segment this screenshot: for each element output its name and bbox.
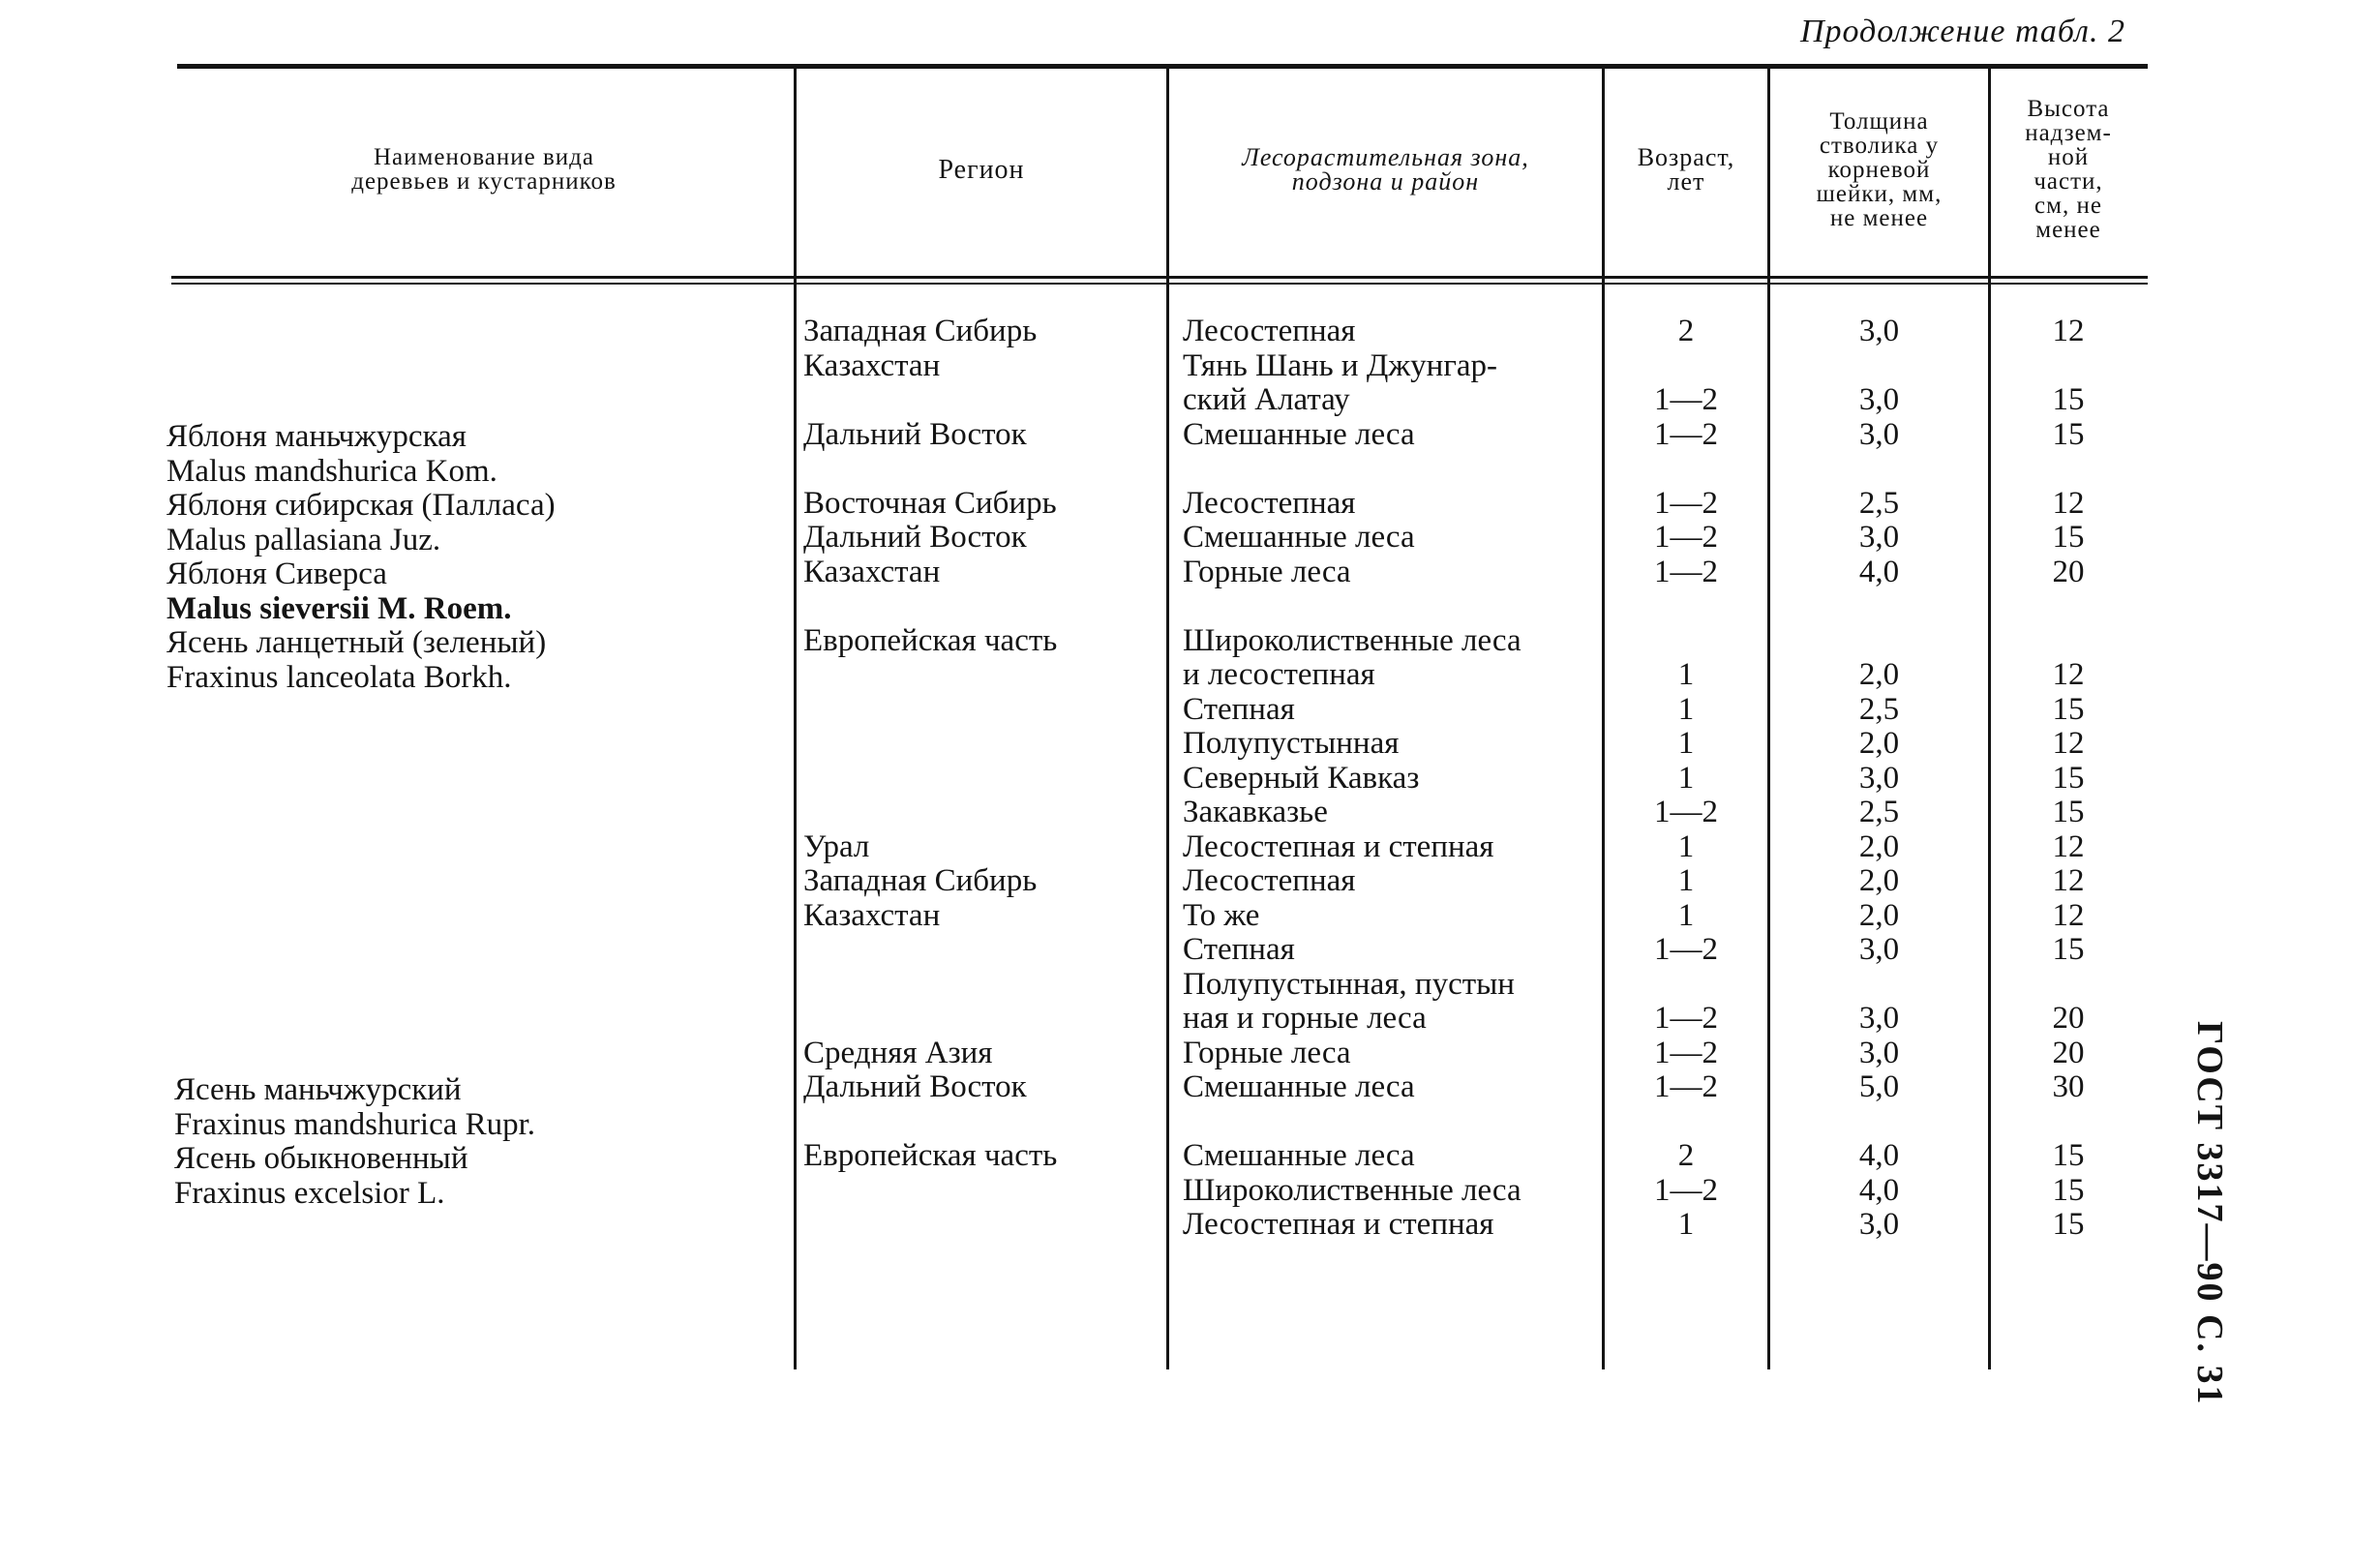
header-height: Высота надзем- ной части, см, не менее [2025,96,2112,243]
thickness-cell: 3,0 [1858,382,1900,417]
thickness-cell: 3,0 [1858,932,1900,967]
region-cell: Дальний Восток [803,416,1027,452]
height-cell: 15 [2052,795,2085,829]
region-cell [803,658,1163,693]
species-latin-name: Malus pallasiana Juz. [166,523,441,557]
thickness-cell: 2,0 [1858,828,1900,864]
height-column [1993,315,2144,1243]
zone-cell: Лесостепная [1183,485,1356,521]
height-cell [1993,968,2144,1003]
region-cell [803,1105,1163,1140]
age-cell: 1—2 [1654,382,1718,417]
thickness-cell: 2,0 [1858,863,1900,898]
region-cell [803,1174,1163,1209]
species-name: Яблоня Сиверса [166,556,387,591]
height-cell [1993,624,2144,659]
age-cell: 1 [1677,863,1695,898]
age-cell [1607,624,1765,659]
height-cell: 15 [2052,520,2085,555]
zone-cell [1183,589,1599,624]
age-cell: 1 [1677,657,1695,692]
height-cell: 20 [2052,554,2085,589]
region-cell: Европейская часть [803,622,1058,658]
region-cell: Казахстан [803,347,941,383]
zone-cell: Горные леса [1183,554,1351,589]
region-cell: Западная Сибирь [803,314,1038,348]
region-cell [803,762,1163,797]
height-cell: 15 [2052,760,2085,796]
zone-column [1183,315,1599,1243]
age-cell: 1—2 [1654,416,1718,452]
species-latin-name: Fraxinus mandshurica Rupr. [174,1107,536,1142]
thickness-cell: 2,5 [1858,691,1900,727]
region-column [803,315,1163,1243]
thickness-cell: 5,0 [1858,1069,1900,1104]
header-age: Возраст, лет [1637,143,1735,196]
zone-cell: Тянь Шань и Джунгар- [1183,347,1497,383]
header-bottom-rule-2 [171,283,2148,285]
age-cell [1607,589,1765,624]
zone-cell: Смешанные леса [1183,1069,1415,1104]
zone-cell: Северный Кавказ [1183,760,1420,796]
region-cell: Западная Сибирь [803,863,1038,898]
height-cell: 15 [2052,382,2085,417]
zone-cell: Широколиственные леса [1183,622,1521,658]
thickness-cell: 3,0 [1858,520,1900,555]
species-name: Яблоня маньчжурская [166,419,467,454]
height-cell: 15 [2052,691,2085,727]
region-cell [803,933,1163,968]
age-cell [1607,1105,1765,1140]
zone-cell: ная и горные леса [1183,1001,1427,1036]
height-cell: 12 [2052,828,2085,864]
thickness-cell: 2,0 [1858,726,1900,761]
header-bottom-rule [171,276,2148,279]
region-cell: Дальний Восток [803,1069,1027,1104]
height-cell: 12 [2052,657,2085,692]
zone-cell: Лесостепная [1183,314,1356,348]
region-cell [803,693,1163,728]
height-cell: 15 [2052,1172,2085,1208]
region-cell [803,796,1163,830]
thickness-cell: 3,0 [1858,314,1900,348]
zone-cell: и лесостепная [1183,657,1375,692]
thickness-cell: 2,0 [1858,657,1900,692]
age-cell [1607,349,1765,384]
zone-cell: Закавказье [1183,795,1328,829]
region-cell: Восточная Сибирь [803,485,1057,521]
height-cell: 12 [2052,485,2085,521]
header-region: Регион [938,154,1025,185]
thickness-cell: 4,0 [1858,554,1900,589]
thickness-cell: 3,0 [1858,1001,1900,1036]
height-cell: 12 [2052,726,2085,761]
thickness-cell [1772,968,1986,1003]
age-cell: 1 [1677,726,1695,761]
age-cell: 1 [1677,691,1695,727]
zone-cell: Лесостепная и степная [1183,828,1494,864]
thickness-cell: 4,0 [1858,1138,1900,1173]
thickness-cell: 2,5 [1858,485,1900,521]
zone-cell: Степная [1183,932,1295,967]
thickness-cell: 2,0 [1858,897,1900,933]
height-cell: 30 [2052,1069,2085,1104]
zone-cell [1183,1105,1599,1140]
age-cell: 1—2 [1654,1172,1718,1208]
zone-cell: Смешанные леса [1183,520,1415,555]
age-cell: 1 [1677,897,1695,933]
height-cell: 20 [2052,1001,2085,1036]
zone-cell: Полупустынная, пустын [1183,966,1515,1002]
height-cell: 12 [2052,897,2085,933]
age-cell: 1—2 [1654,485,1718,521]
thickness-cell: 3,0 [1858,416,1900,452]
zone-cell: Лесостепная [1183,863,1356,898]
species-name: Ясень маньчжурский [174,1072,462,1107]
age-cell: 2 [1677,314,1695,348]
thickness-cell [1772,349,1986,384]
age-cell [1607,968,1765,1003]
zone-cell: Горные леса [1183,1035,1351,1070]
age-cell: 1 [1677,828,1695,864]
zone-cell: Широколиственные леса [1183,1172,1521,1208]
region-cell: Средняя Азия [803,1035,993,1070]
species-name: Ясень ланцетный (зеленый) [166,625,547,660]
zone-cell: Лесостепная и степная [1183,1207,1494,1242]
zone-cell: Полупустынная [1183,726,1400,761]
zone-cell: Смешанные леса [1183,1138,1415,1173]
age-cell: 1 [1677,760,1695,796]
age-cell: 1—2 [1654,554,1718,589]
age-cell: 1—2 [1654,795,1718,829]
height-cell: 12 [2052,314,2085,348]
region-cell [803,1002,1163,1037]
zone-cell: Степная [1183,691,1295,727]
height-cell [1993,589,2144,624]
thickness-cell [1772,589,1986,624]
region-cell: Урал [803,828,870,864]
region-cell: Дальний Восток [803,520,1027,555]
species-latin-name: Fraxinus lanceolata Borkh. [166,660,512,695]
species-latin-name: Malus mandshurica Kom. [166,454,497,489]
header-zone: Лесорастительная зона, подзона и район [1242,143,1529,196]
height-cell: 20 [2052,1035,2085,1070]
region-cell: Европейская часть [803,1138,1058,1173]
age-column [1607,315,1765,1243]
thickness-cell [1772,452,1986,487]
height-cell: 15 [2052,416,2085,452]
header-species: Наименование вида деревьев и кустарников [351,144,617,195]
zone-cell: Смешанные леса [1183,416,1415,452]
age-cell: 2 [1677,1138,1695,1173]
species-name: Яблоня сибирская (Палласа) [166,488,556,523]
region-cell [803,452,1163,487]
zone-cell: То же [1183,897,1260,933]
thickness-column [1772,315,1986,1243]
region-cell [803,1208,1163,1243]
header-thickness: Толщина стволика у корневой шейки, мм, не менее [1816,107,1943,231]
age-cell: 1—2 [1654,1035,1718,1070]
thickness-cell: 3,0 [1858,1207,1900,1242]
table-continuation-caption: Продолжение табл. 2 [1799,14,2125,49]
height-cell: 15 [2052,1138,2085,1173]
page-side-label: ГОСТ 3317—90 С. 31 [2189,1021,2230,1406]
height-cell [1993,1105,2144,1140]
height-cell: 15 [2052,1207,2085,1242]
height-cell: 12 [2052,863,2085,898]
region-cell [803,968,1163,1003]
thickness-cell: 4,0 [1858,1172,1900,1208]
species-latin-name: Malus sieversii M. Roem. [166,591,512,626]
species-name: Ясень обыкновенный [174,1141,468,1176]
region-cell: Казахстан [803,554,941,589]
region-cell: Казахстан [803,897,941,933]
thickness-cell: 3,0 [1858,760,1900,796]
age-cell: 1—2 [1654,1001,1718,1036]
region-cell [803,727,1163,762]
thickness-cell: 3,0 [1858,1035,1900,1070]
region-cell [803,383,1163,418]
height-cell: 15 [2052,932,2085,967]
region-cell [803,589,1163,624]
age-cell: 1 [1677,1207,1695,1242]
thickness-cell: 2,5 [1858,795,1900,829]
thickness-cell [1772,1105,1986,1140]
age-cell: 1—2 [1654,1069,1718,1104]
age-cell: 1—2 [1654,520,1718,555]
age-cell [1607,452,1765,487]
height-cell [1993,349,2144,384]
height-cell [1993,452,2144,487]
thickness-cell [1772,624,1986,659]
zone-cell: ский Алатау [1183,382,1350,417]
zone-cell [1183,452,1599,487]
species-latin-name: Fraxinus excelsior L. [174,1176,445,1211]
age-cell: 1—2 [1654,932,1718,967]
